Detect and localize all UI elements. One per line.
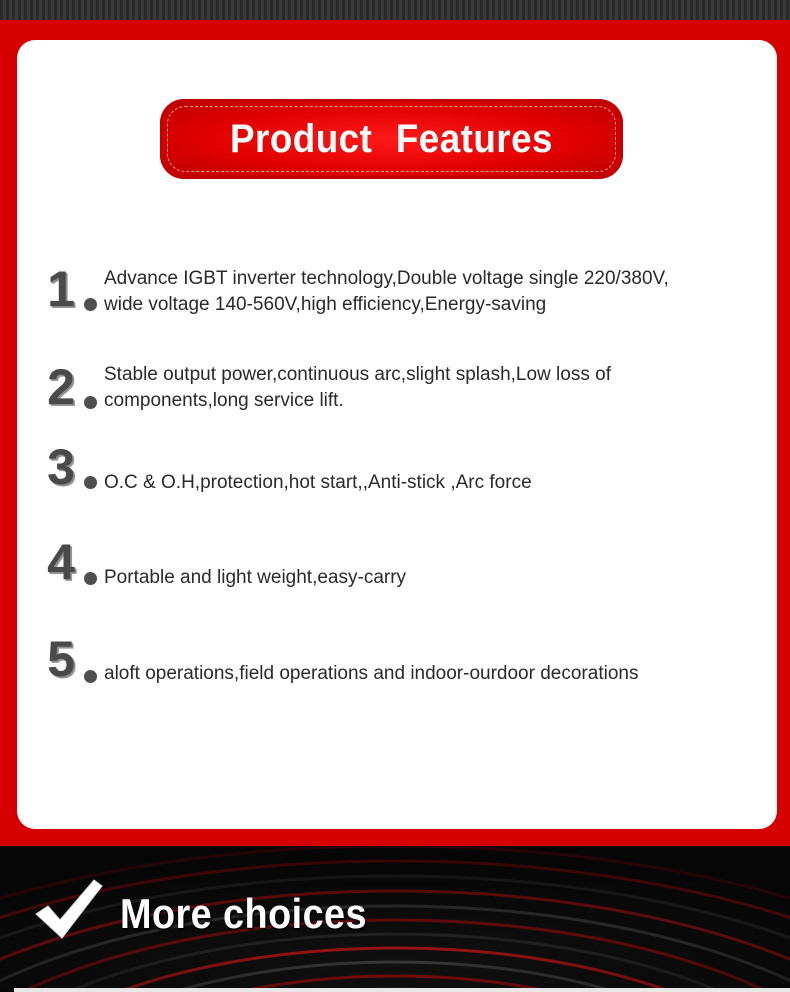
feature-number-1: 1 [47, 261, 75, 317]
bullet-dot-icon [84, 670, 97, 683]
feature-text-4: Portable and light weight,easy-carry [104, 567, 407, 588]
feature-item-1 [38, 252, 758, 322]
bullet-dot-icon [84, 572, 97, 585]
feature-item-3 [38, 424, 758, 494]
bottom-divider [14, 988, 790, 992]
title-badge [160, 99, 623, 179]
feature-text-1-line-1: Advance IGBT inverter technology,Double voltage single 220/380V, [104, 268, 669, 289]
page-title: Product Features [230, 116, 553, 161]
feature-item-5 [38, 616, 758, 686]
feature-text-5: aloft operations,field operations and indoor-ourdoor decorations [104, 663, 639, 684]
feature-text-1-line-2: wide voltage 140-560V,high efficiency,Energy-saving [104, 294, 547, 315]
top-texture-strip [0, 0, 790, 20]
cable-coil-background [0, 846, 790, 992]
more-choices-banner [0, 846, 790, 992]
checkmark-icon [34, 876, 104, 940]
more-choices-label: More choices [120, 890, 367, 937]
feature-number-5: 5 [47, 631, 75, 687]
feature-number-3: 3 [47, 439, 75, 495]
feature-number-2: 2 [47, 359, 75, 415]
feature-text-2-line-1: Stable output power,continuous arc,slight splash,Low loss of [104, 364, 611, 385]
feature-text-3: O.C & O.H,protection,hot start,,Anti-stick ,Arc force [104, 472, 532, 493]
feature-text-2-line-2: components,long service lift. [104, 390, 344, 411]
feature-item-4 [38, 519, 758, 589]
feature-item-2 [38, 348, 758, 418]
bullet-dot-icon [84, 298, 97, 311]
feature-number-4: 4 [47, 534, 75, 590]
bullet-dot-icon [84, 396, 97, 409]
bullet-dot-icon [84, 476, 97, 489]
